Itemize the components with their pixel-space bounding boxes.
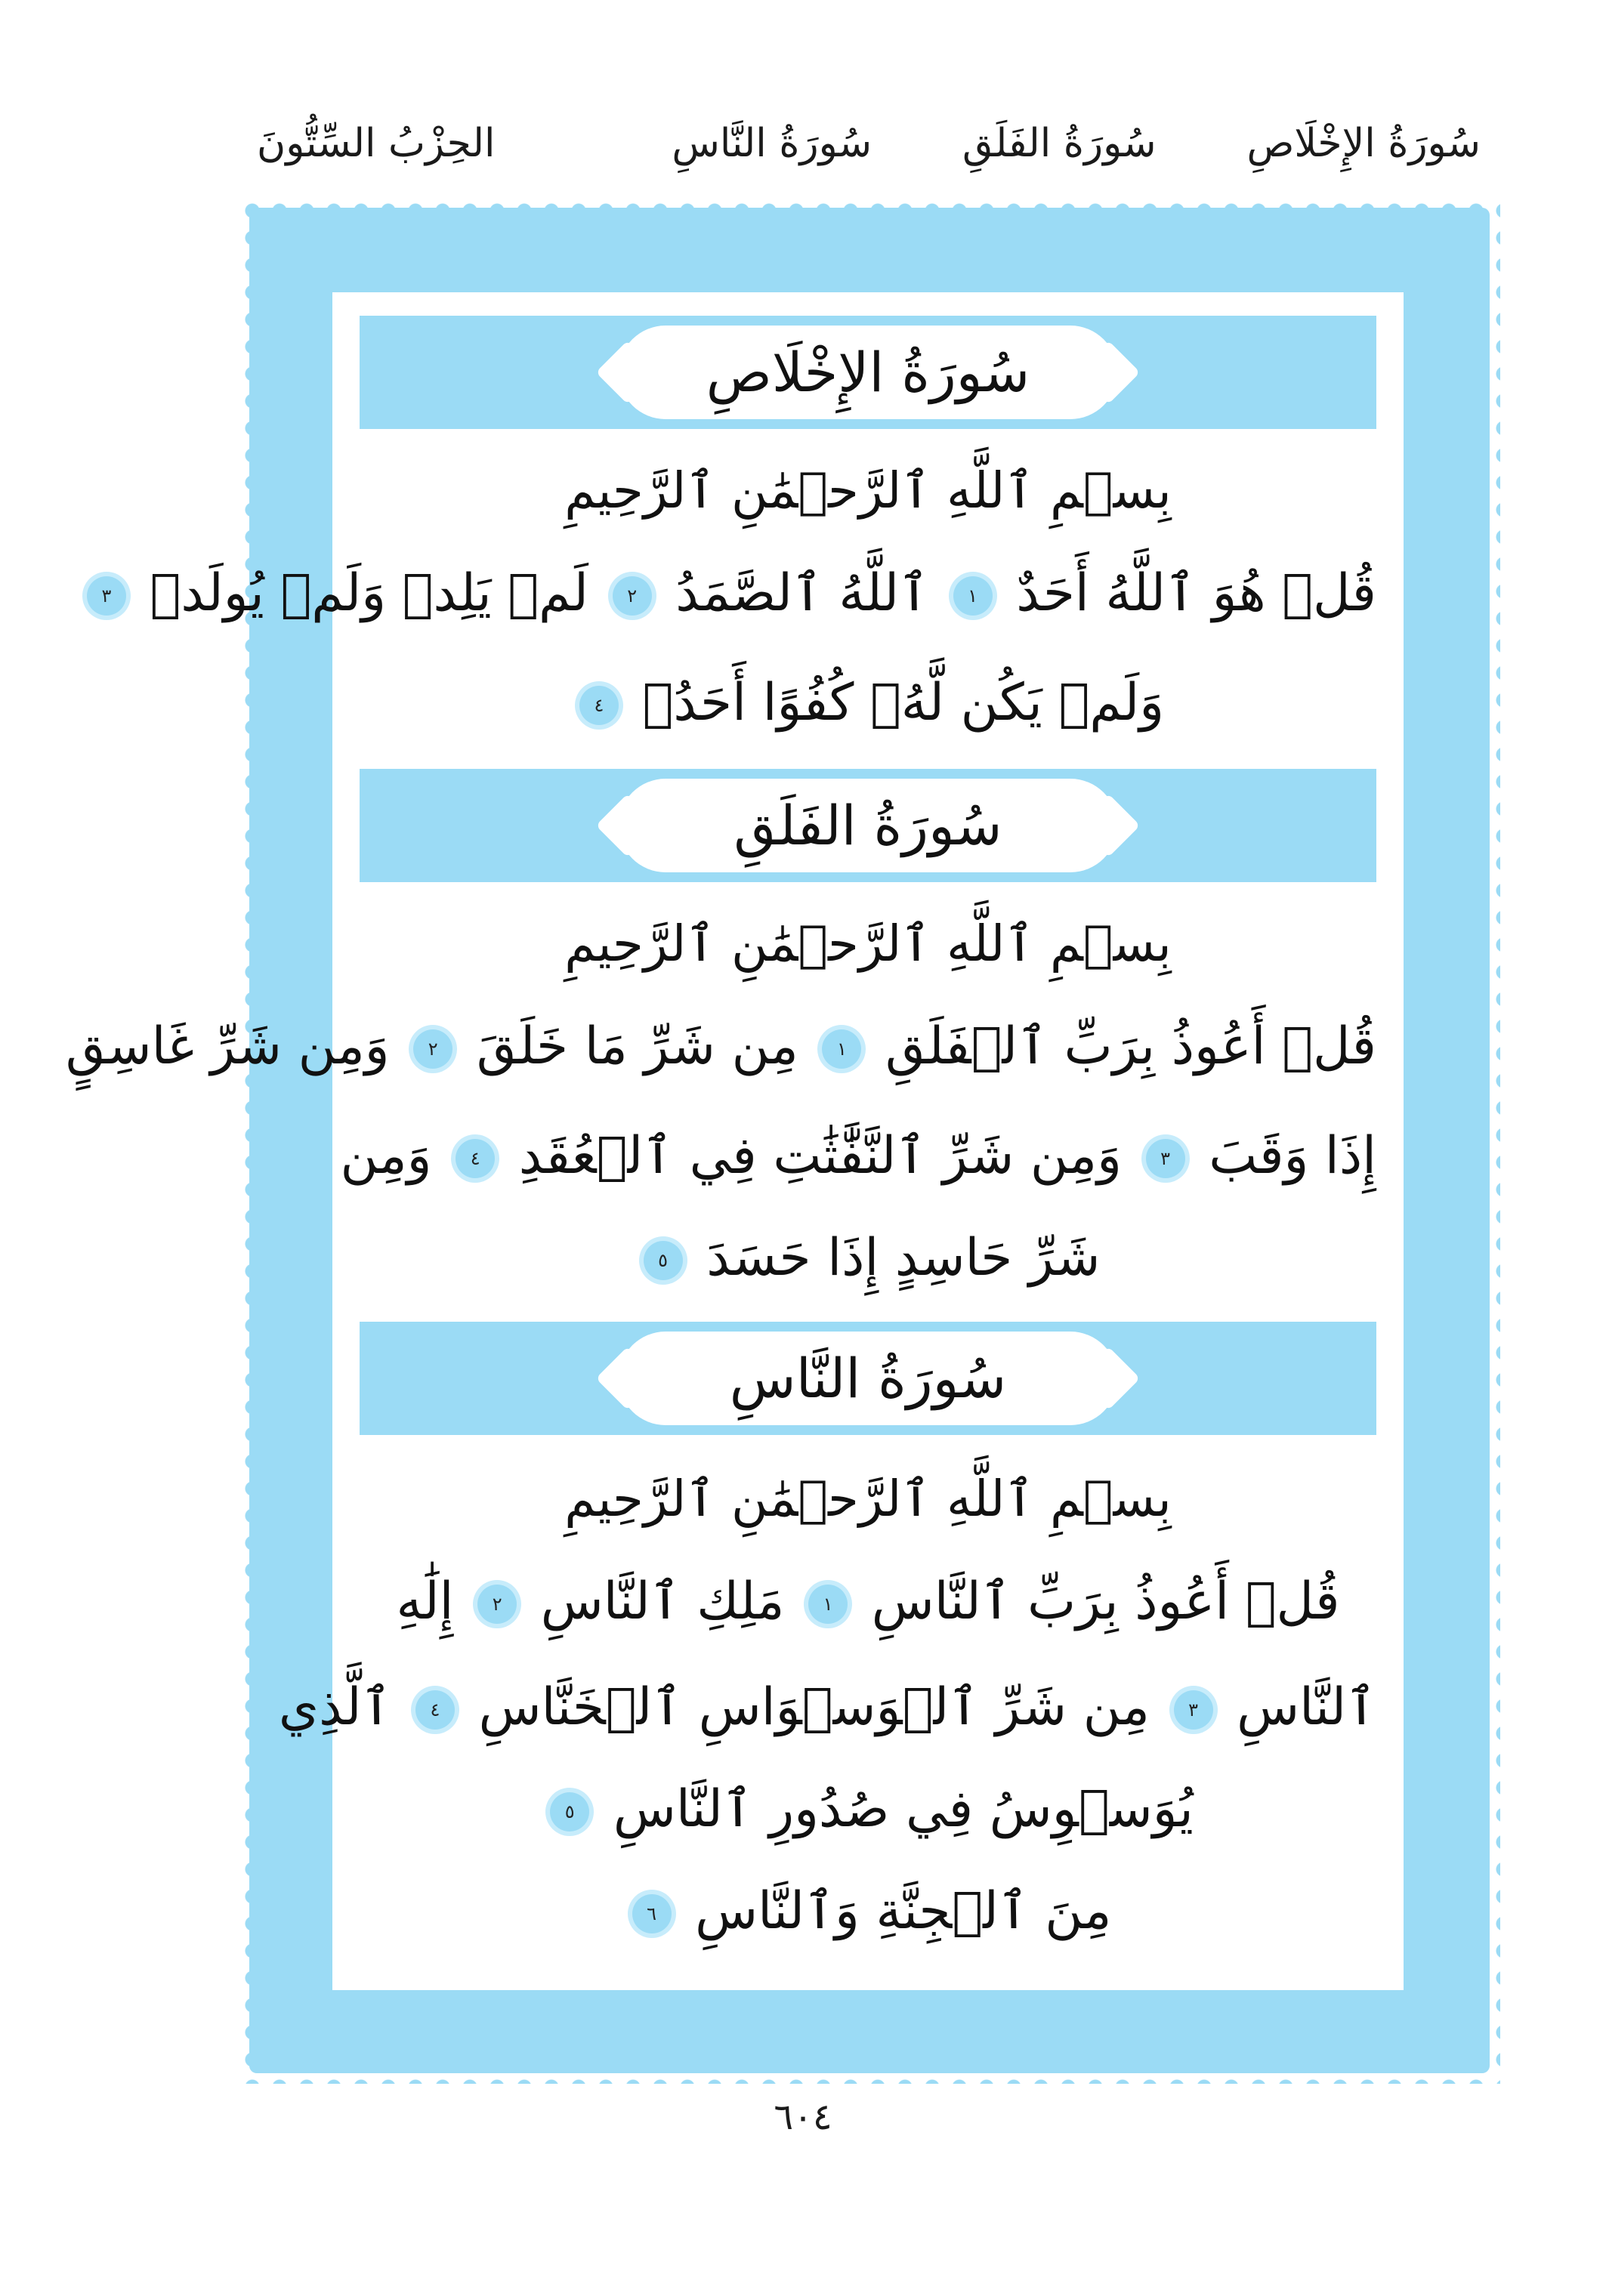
- verse-text: مِن شَرِّ مَا خَلَقَ: [460, 1017, 798, 1076]
- ayah-number-marker: ٢: [413, 1029, 452, 1069]
- basmala: بِسۡمِ ٱللَّهِ ٱلرَّحۡمَٰنِ ٱلرَّحِيمِ: [564, 461, 1172, 520]
- verse-text: مَلِكِ ٱلنَّاسِ: [524, 1572, 785, 1631]
- verse-text: شَرِّ حَاسِدٍ إِذَا حَسَدَ: [690, 1228, 1101, 1288]
- verse-line: [278, 1677, 1376, 1739]
- verse-text: وَمِن شَرِّ ٱلنَّفَّٰثَٰتِ فِي ٱلۡعُقَدِ: [502, 1126, 1122, 1186]
- ayah-number-marker: ٣: [87, 576, 126, 616]
- verse-line: [101, 563, 1376, 625]
- verse-text: ٱلَّذِي: [278, 1677, 392, 1737]
- surah-banner-falaq: [360, 769, 1376, 882]
- surah-title-cartouche: [619, 779, 1117, 872]
- verse-line: [360, 1571, 1376, 1633]
- basmala: بِسۡمِ ٱللَّهِ ٱلرَّحۡمَٰنِ ٱلرَّحِيمِ: [564, 1470, 1172, 1528]
- running-header: [257, 113, 1481, 174]
- surah-title: سُورَةُ النَّاسِ: [729, 1347, 1007, 1410]
- ayah-number-marker: ٥: [550, 1792, 589, 1832]
- ayah-number-marker: ٤: [579, 686, 619, 725]
- ayah-number-marker: ١: [953, 576, 993, 616]
- verse-text: مِنَ ٱلۡجِنَّةِ وَٱلنَّاسِ: [678, 1881, 1112, 1941]
- verse-text: ٱلنَّاسِ: [1220, 1677, 1376, 1737]
- verse-text: إِلَٰهِ: [396, 1572, 454, 1631]
- surah-title: سُورَةُ الإِخْلَاصِ: [706, 341, 1030, 404]
- ayah-number-marker: ١: [822, 1029, 861, 1069]
- verse-line: [360, 1227, 1376, 1289]
- ayah-number-marker: ٤: [456, 1139, 495, 1178]
- page-number: ٦٠٤: [774, 2096, 832, 2138]
- verse-text: يُوَسۡوِسُ فِي صُدُورِ ٱلنَّاسِ: [597, 1779, 1194, 1839]
- surah-banner-nas: [360, 1322, 1376, 1435]
- verse-text: وَمِن: [340, 1126, 432, 1186]
- header-surah-3: سُورَةُ النَّاسِ: [672, 121, 872, 166]
- header-surah-1: سُورَةُ الإِخْلَاصِ: [1246, 121, 1481, 166]
- verse-text: مِن شَرِّ ٱلۡوَسۡوَاسِ ٱلۡخَنَّاسِ: [462, 1677, 1150, 1737]
- ayah-number-marker: ٥: [644, 1241, 683, 1280]
- ayah-number-marker: ١: [808, 1585, 848, 1624]
- header-surah-2: سُورَةُ الفَلَقِ: [962, 121, 1157, 166]
- surah-title-cartouche: [619, 1332, 1117, 1425]
- verse-line: [340, 1125, 1376, 1187]
- ayah-number-marker: ٢: [477, 1585, 517, 1624]
- verse-text: قُلۡ هُوَ ٱللَّهُ أَحَدٌ: [999, 563, 1376, 623]
- surah-title-cartouche: [619, 326, 1117, 419]
- header-hizb: الحِزْبُ السِّتُّونَ: [257, 121, 496, 166]
- surah-title: سُورَةُ الفَلَقِ: [734, 794, 1002, 857]
- ayah-number-marker: ٣: [1174, 1690, 1213, 1730]
- verse-text: ٱللَّهُ ٱلصَّمَدُ: [659, 563, 929, 623]
- verse-line: [360, 1779, 1376, 1841]
- basmala: بِسۡمِ ٱللَّهِ ٱلرَّحۡمَٰنِ ٱلرَّحِيمِ: [564, 915, 1172, 973]
- verse-line: [360, 1881, 1376, 1943]
- ayah-number-marker: ٤: [415, 1690, 455, 1730]
- ayah-number-marker: ٢: [613, 576, 652, 616]
- verse-text: إِذَا وَقَبَ: [1192, 1126, 1376, 1186]
- verse-line: [65, 1016, 1376, 1078]
- ayah-number-marker: ٦: [632, 1894, 672, 1933]
- verse-text: قُلۡ أَعُوذُ بِرَبِّ ٱلنَّاسِ: [855, 1572, 1340, 1631]
- surah-banner-ikhlas: [360, 316, 1376, 429]
- ayah-number-marker: ٣: [1146, 1139, 1185, 1178]
- verse-text: وَلَمۡ يَكُن لَّهُۥ كُفُوًا أَحَدُۢ: [625, 673, 1165, 733]
- verse-text: وَمِن شَرِّ غَاسِقٍ: [65, 1017, 390, 1076]
- verse-text: قُلۡ أَعُوذُ بِرَبِّ ٱلۡفَلَقِ: [869, 1017, 1376, 1076]
- verse-text: لَمۡ يَلِدۡ وَلَمۡ يُولَدۡ: [133, 563, 589, 623]
- verse-line: [360, 672, 1376, 734]
